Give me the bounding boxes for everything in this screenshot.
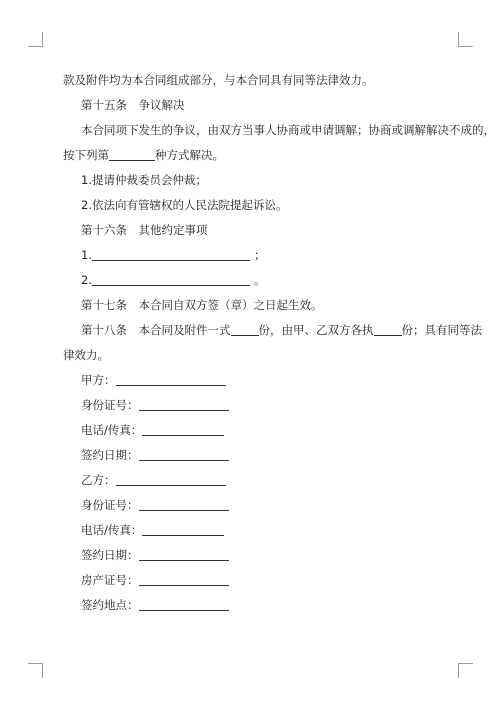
party-a-field[interactable] [116,372,226,386]
copies-total-blank[interactable] [231,322,259,336]
signature-row-property-cert-number [63,568,448,593]
article15-heading: 第十五条 争议解决 [81,98,185,112]
signature-row-signing-location [63,593,448,618]
party-a-label: 甲方： [81,373,116,387]
party-a-sign-date-label: 签约日期： [81,448,139,462]
article15-body-line1: 本合同项下发生的争议，由双方当事人协商或申请调解；协商或调解解决不成的， [81,123,495,137]
signature-row-party-b-phone-fax [63,518,448,543]
party-a-sign-date-field[interactable] [139,447,229,461]
article16-heading: 第十六条 其他约定事项 [81,223,208,237]
other-terms-blank-1[interactable] [92,247,250,261]
article15-option2: 2.依法向有管辖权的人民法院提起诉讼。 [81,198,288,212]
crop-mark-bottom-left [28,663,43,678]
party-b-label: 乙方： [81,473,116,487]
article18-part2: 份，由甲、乙双方各执 [258,323,374,337]
signing-location-field[interactable] [139,597,229,611]
article16-item1-num: 1. [81,248,92,262]
article15-option1: 1.提请仲裁委员会仲裁； [81,173,207,187]
copies-each-blank[interactable] [374,322,402,336]
article16-item2-num: 2. [81,273,92,287]
crop-mark-bottom-right [458,663,473,678]
article14-tail: 款及附件均为本合同组成部分，与本合同具有同等法律效力。 [63,73,374,87]
signature-fields [63,368,448,618]
article18-part1: 第十八条 本合同及附件一式 [81,323,231,337]
signature-row-party-b-sign-date [63,543,448,568]
party-b-sign-date-field[interactable] [139,547,229,561]
article15-body-line2 [63,143,448,168]
party-a-phone-fax-field[interactable] [142,422,224,436]
article17-text: 第十七条 本合同自双方签（章）之日起生效。 [81,298,323,312]
signature-row-party-a-sign-date [63,443,448,468]
party-b-field[interactable] [116,472,226,486]
signing-location-label: 签约地点： [81,598,139,612]
party-a-id-number-field[interactable] [139,397,229,411]
article18-line1 [63,318,482,343]
signature-row-party-a [63,368,448,393]
signature-row-party-b-id-number [63,493,448,518]
other-terms-blank-2[interactable] [92,272,250,286]
crop-mark-top-left [28,32,43,47]
signature-row-party-a-phone-fax [63,418,448,443]
contract-body [63,68,495,618]
party-a-phone-fax-label: 电话/传真： [81,423,143,437]
party-b-id-number-label: 身份证号： [81,498,139,512]
article15-body-after: 种方式解决。 [155,148,224,162]
crop-mark-top-right [458,32,473,47]
party-b-id-number-field[interactable] [139,497,229,511]
article16-item2-end: 。 [253,273,266,287]
party-b-sign-date-label: 签约日期： [81,548,139,562]
property-cert-number-field[interactable] [139,572,229,586]
party-b-phone-fax-field[interactable] [142,522,224,536]
signature-row-party-b [63,468,448,493]
article16-item1 [63,243,448,268]
dispute-method-blank[interactable] [109,147,155,161]
article16-item2 [63,268,448,293]
property-cert-number-label: 房产证号： [81,573,139,587]
signature-row-party-a-id-number [63,393,448,418]
article18-line2: 律效力。 [63,348,109,362]
party-b-phone-fax-label: 电话/传真： [81,523,143,537]
party-a-id-number-label: 身份证号： [81,398,139,412]
article15-body-before: 按下列第 [63,148,109,162]
article16-item1-end: ； [253,248,266,262]
article18-part3: 份；具有同等法 [401,323,482,337]
